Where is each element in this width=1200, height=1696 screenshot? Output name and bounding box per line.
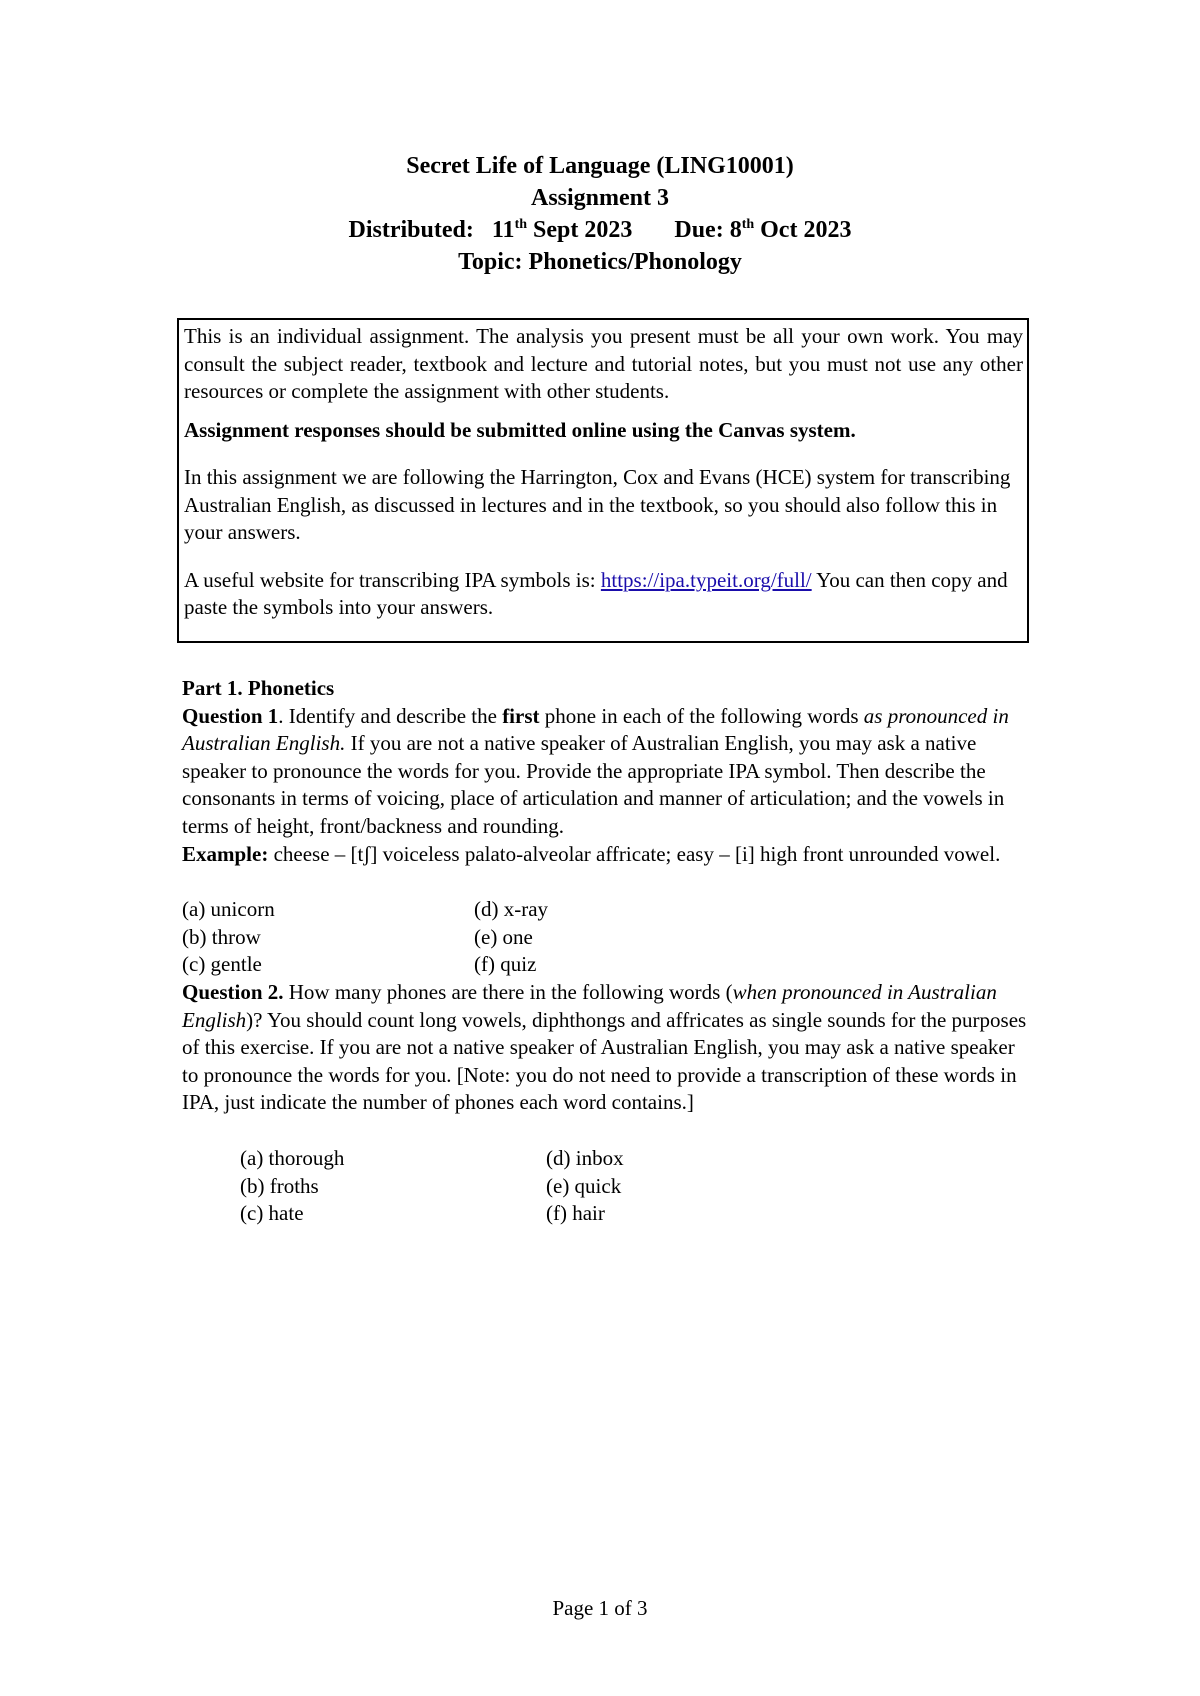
due-day: 8 xyxy=(729,217,742,243)
hce-system-notice: In this assignment we are following the Harrington, Cox and Evans (HCE) system for transcribing Australian English, as discussed in lectures and in the textbook, so you should also follow this in your answers. xyxy=(184,465,1011,544)
part1-title: Part 1. Phonetics xyxy=(182,676,335,700)
distributed-label: Distributed: xyxy=(348,217,474,243)
example-paragraph: Example: cheese – [tʃ] voiceless palato-alveolar affricate; easy – [i] high front unrounded vowel. xyxy=(182,841,1001,866)
due-day-suffix: th xyxy=(741,217,755,232)
list-item: (d) x-ray xyxy=(474,897,549,922)
submission-notice: Assignment responses should be submitted online using the Canvas system. xyxy=(184,417,856,442)
topic-line: Topic: Phonetics/Phonology xyxy=(458,249,742,275)
page-number: Page 1 of 3 xyxy=(552,1596,648,1620)
individual-assignment-notice: This is an individual assignment. The analysis you present must be all your own work. You may consult the subject reader, textbook and lecture and tutorial notes, but you must not use any other resources or complete the assignment with other students. xyxy=(184,324,1023,403)
distributed-day-suffix: th xyxy=(514,217,528,232)
question-1: Question 1. Identify and describe the first phone in each of the following words as pronounced in Australian English. If you are not a native speaker of Australian English, you may ask a native speaker to pronounce the words for you. Provide the appropriate IPA symbol. Then describe the consonants in terms of voicing, place of articulation and manner of articulation; and the vowels in terms of height, front/backness and rounding. xyxy=(182,703,1009,838)
list-item: (b) froths xyxy=(240,1173,319,1198)
course-title: Secret Life of Language (LING10001) xyxy=(406,153,794,179)
list-item: (a) thorough xyxy=(240,1145,345,1170)
list-item: (d) inbox xyxy=(546,1145,624,1170)
distributed-date: Sept 2023 xyxy=(533,217,633,243)
assignment-body xyxy=(182,675,1032,1228)
assignment-number: Assignment 3 xyxy=(530,185,669,211)
list-item: (f) hair xyxy=(546,1201,605,1226)
list-item: (e) quick xyxy=(546,1173,622,1198)
due-label: Due: xyxy=(674,217,724,243)
dates-line xyxy=(0,214,1200,246)
question-2-word-list xyxy=(240,1145,1032,1228)
question-2: Question 2. How many phones are there in the following words (when pronounced in Australian English)? You should count long vowels, diphthongs and affricates as single sounds for the purposes of this exercise. If you are not a native speaker of Australian English, you may ask a native speaker to pronounce the words for you. [Note: you do not need to provide a transcription of these words in IPA, just indicate the number of phones each word contains.] xyxy=(182,979,1027,1115)
list-item: (a) unicorn xyxy=(182,897,275,922)
question-1-word-list xyxy=(182,896,1032,979)
list-item: (b) throw xyxy=(182,924,261,949)
due-date: Oct 2023 xyxy=(760,217,852,243)
instructions-box xyxy=(177,318,1029,643)
list-item: (f) quiz xyxy=(474,952,537,977)
ipa-website-notice: A useful website for transcribing IPA symbols is: https://ipa.typeit.org/full/ You can then copy and paste the symbols into your answers. xyxy=(184,567,1008,619)
list-item: (c) gentle xyxy=(182,952,262,977)
document-header xyxy=(0,150,1200,278)
list-item: (c) hate xyxy=(240,1201,304,1226)
distributed-day: 11 xyxy=(491,217,515,243)
list-item: (e) one xyxy=(474,924,533,949)
ipa-typeit-link[interactable]: https://ipa.typeit.org/full/ xyxy=(600,567,812,592)
